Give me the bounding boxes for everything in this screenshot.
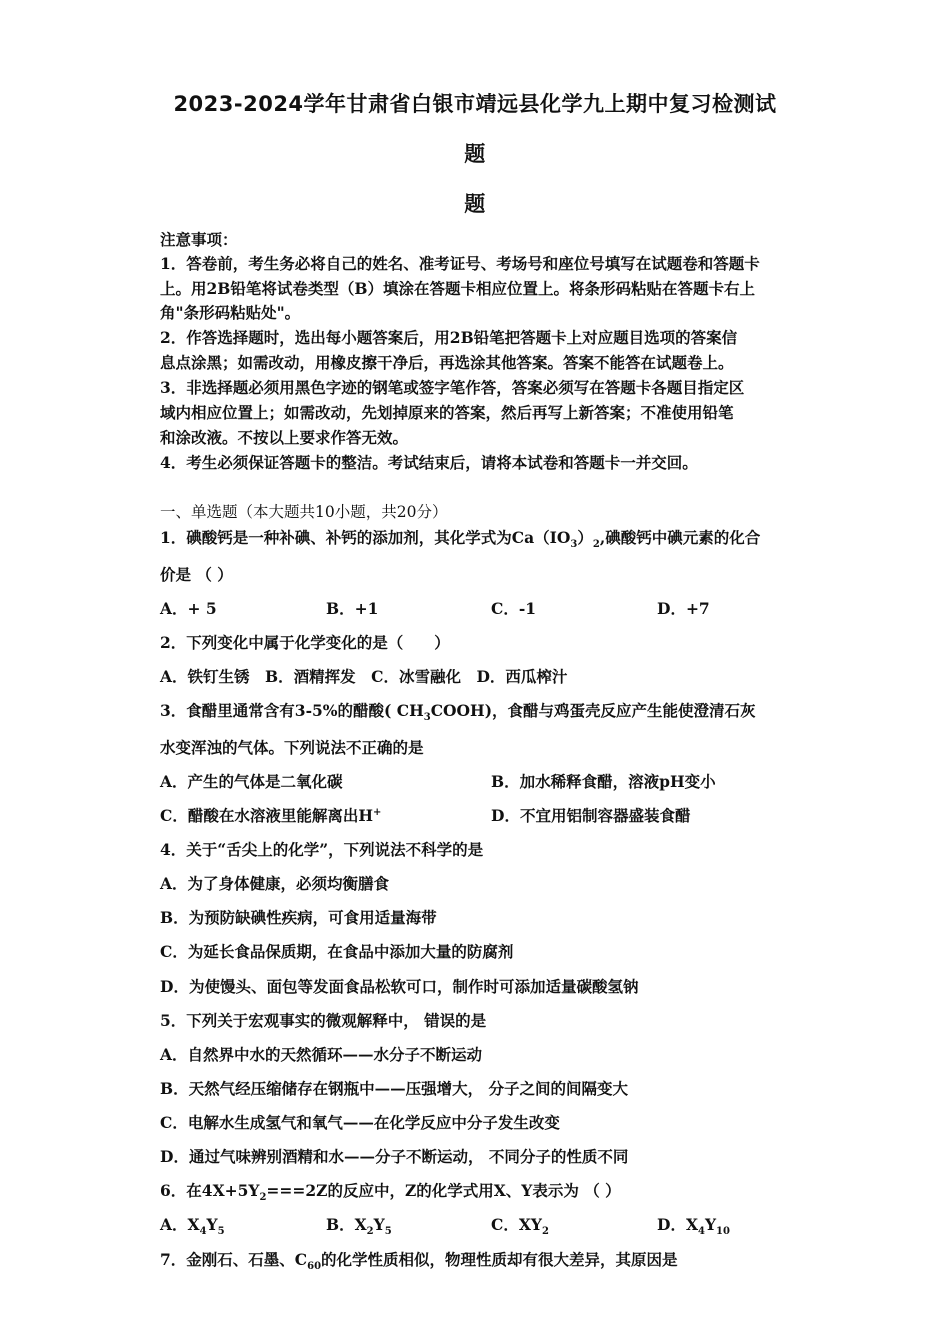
notice-heading: 注意事项： bbox=[160, 230, 238, 249]
q3-option-d: D．不宜用铝制容器盛装食醋 bbox=[491, 806, 691, 825]
q3-option-a: A．产生的气体是二氧化碳 bbox=[160, 772, 343, 791]
q6-option-a: A．$X_4Y_5$ bbox=[160, 1215, 225, 1238]
question-6-stem: 6．在$4X+5Y_2===2Z$的反应中，Z的化学式用X、Y表示为 （ ） bbox=[160, 1181, 621, 1204]
q6-option-d: D．$X_4Y_{10}$ bbox=[657, 1215, 730, 1238]
question-7-stem: 7．金刚石、石墨、$C_{60}$的化学性质相似，物理性质却有很大差异，其原因是 bbox=[160, 1250, 678, 1273]
q1-option-d: D．+7 bbox=[657, 599, 710, 618]
notice-line: 3．非选择题必须用黑色字迹的钢笔或签字笔作答，答案必须写在答题卡各题目指定区 bbox=[160, 378, 745, 397]
question-3-stem: 3．食醋里通常含有3-5%的醋酸( $CH_3COOH$)，食醋与鸡蛋壳反应产生能使澄清石灰 bbox=[160, 701, 756, 724]
question-1-stem-cont: 价是 （ ） bbox=[160, 565, 233, 584]
q5-option-a: A．自然界中水的天然循环——水分子不断运动 bbox=[160, 1045, 483, 1064]
notice-line: 和涂改液。不按以上要求作答无效。 bbox=[160, 428, 409, 447]
q4-option-a: A．为了身体健康，必须均衡膳食 bbox=[160, 874, 390, 893]
q5-option-c: C．电解水生成氢气和氧气——在化学反应中分子发生改变 bbox=[160, 1113, 560, 1132]
notice-line: 2．作答选择题时，选出每小题答案后，用2B铅笔把答题卡上对应题目选项的答案信 bbox=[160, 328, 738, 347]
q5-option-d: D．通过气味辨别酒精和水——分子不断运动， 不同分子的性质不同 bbox=[160, 1147, 629, 1166]
q1-option-b: B．+1 bbox=[326, 599, 379, 618]
q3-option-b: B．加水稀释食醋，溶液pH变小 bbox=[491, 772, 716, 791]
question-4-stem: 4．关于“舌尖上的化学”，下列说法不科学的是 bbox=[160, 840, 484, 859]
notice-line: 上。用2B铅笔将试卷类型（B）填涂在答题卡相应位置上。将条形码粘贴在答题卡右上 bbox=[160, 279, 755, 298]
q5-option-b: B．天然气经压缩储存在钢瓶中——压强增大， 分子之间的间隔变大 bbox=[160, 1079, 628, 1098]
notice-line: 角"条形码粘贴处"。 bbox=[160, 303, 301, 322]
question-3-stem-cont: 水变浑浊的气体。下列说法不正确的是 bbox=[160, 738, 424, 757]
page-title: 2023-2024学年甘肃省白银市靖远县化学九上期中复习检测试 bbox=[173, 92, 777, 116]
q4-option-c: C．为延长食品保质期，在食品中添加大量的防腐剂 bbox=[160, 942, 514, 961]
q6-option-c: C．$XY_2$ bbox=[491, 1215, 549, 1238]
q2-options: A．铁钉生锈 B．酒精挥发 C．冰雪融化 D．西瓜榨汁 bbox=[160, 667, 568, 686]
q1-option-a: A．+ 5 bbox=[160, 599, 217, 618]
section-heading: 一、单选题（本大题共10小题，共20分） bbox=[160, 503, 448, 521]
question-5-stem: 5．下列关于宏观事实的微观解释中， 错误的是 bbox=[160, 1011, 487, 1030]
notice-line: 4．考生必须保证答题卡的整洁。考试结束后，请将本试卷和答题卡一并交回。 bbox=[160, 453, 698, 472]
page-title-cont: 题 bbox=[464, 142, 486, 166]
question-1-stem: 1．碘酸钙是一种补碘、补钙的添加剂，其化学式为$Ca(IO_3)_2$,碘酸钙中碘元素的化合 bbox=[160, 528, 761, 551]
notice-line: 1．答卷前，考生务必将自己的姓名、准考证号、考场号和座位号填写在试题卷和答题卡 bbox=[160, 254, 760, 273]
notice-line: 域内相应位置上；如需改动，先划掉原来的答案，然后再写上新答案；不准使用铅笔 bbox=[160, 403, 734, 422]
notice-line: 息点涂黑；如需改动，用橡皮擦干净后，再选涂其他答案。答案不能答在试题卷上。 bbox=[160, 353, 734, 372]
q3-option-c: C．醋酸在水溶液里能解离出H+ bbox=[160, 806, 382, 825]
q6-option-b: B．$X_2Y_5$ bbox=[326, 1215, 392, 1238]
question-2-stem: 2．下列变化中属于化学变化的是（ ） bbox=[160, 633, 450, 652]
q1-option-c: C．-1 bbox=[491, 599, 537, 618]
q4-option-d: D．为使馒头、面包等发面食品松软可口，制作时可添加适量碳酸氢钠 bbox=[160, 977, 639, 996]
page-title-cont-2: 题 bbox=[464, 192, 486, 216]
q4-option-b: B．为预防缺碘性疾病，可食用适量海带 bbox=[160, 908, 437, 927]
